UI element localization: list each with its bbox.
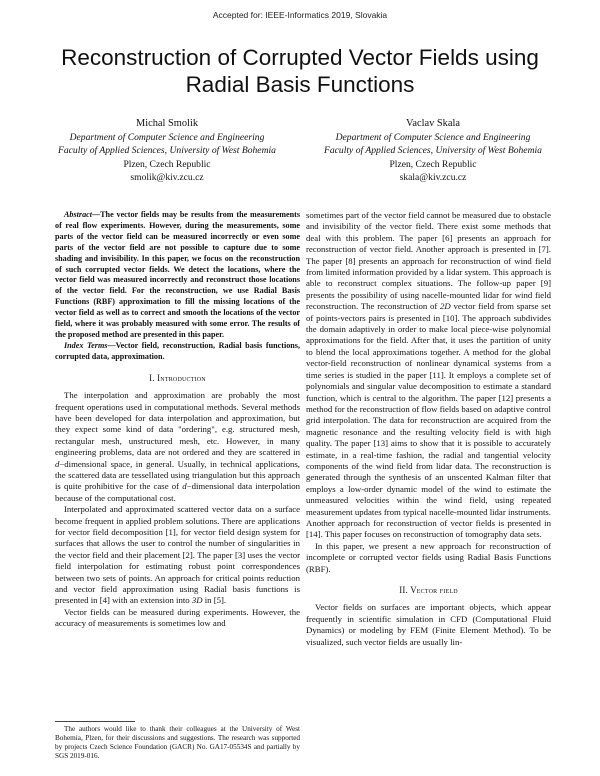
- intro-paragraph-2: Interpolated and approximated scattered vector data on a surface become frequent in applied problem solutions. There are applications for vector field decomposition [1], for vector field design system for surfaces that allows the user to control the number of singularities in the vector field and their placement [2]. The paper [3] uses the vector field interpolation for estimating robust point correspondences between two sets of points. An approach for critical points reduction and vector field approximation using Radial basis functions is presented in [4] with an extension into 3D in [5].: [55, 504, 300, 606]
- abstract-text: —The vector fields may be results from the measurements of real flow experiments. However, during the measurements, some parts of the vector field can be measured incorrectly or even some parts of the vector field are not possible to capture due to some shading and invisibility. In this paper, we focus on the reconstruction of such corrupted vector fields. We detect the locations, where the vector field was measured incorrectly and reconstruct those locations of the vector field. For the reconstruction, we use Radial Basis Functions (RBF) approximation to fill the missing locations of the vector field as well as to correct and smooth the locations of the vector field, where it was probably measured with some error. The results of the proposed method are presented in this paper.: [55, 210, 300, 339]
- right-column: [306, 210, 551, 648]
- paper-title: [40, 44, 560, 98]
- author-city: Plzen, Czech Republic: [123, 158, 211, 170]
- title-line-1: Reconstruction of Corrupted Vector Fields using: [61, 45, 539, 70]
- footnote: The authors would like to thank their colleagues at the University of West Bohemia, Plzen, for their discussions and suggestions. The research was supported by projects Czech Science Foundation (GACR) No. GA17-05534S and partially by SGS 2019-016.: [55, 725, 300, 760]
- footnote-rule: [55, 721, 135, 722]
- author-faculty: Faculty of Applied Sciences, University of West Bohemia: [58, 145, 276, 156]
- author-email[interactable]: smolik@kiv.zcu.cz: [130, 172, 204, 183]
- author-name: Vaclav Skala: [406, 118, 460, 129]
- abstract: [55, 210, 300, 341]
- intro-paragraph-3: Vector fields can be measured during experiments. However, the accuracy of measurements is sometimes low and: [55, 606, 300, 629]
- vector-field-paragraph-1: Vector fields on surfaces are important objects, which appear frequently in scientific simulation in CFD (Computational Fluid Dynamics) or modeling by FEM (Finite Element Method). To be visualized, such vector fields are usually lin-: [306, 602, 551, 647]
- author-block-1: [32, 117, 302, 185]
- author-block-2: [298, 117, 568, 185]
- title-line-2: Radial Basis Functions: [185, 72, 415, 97]
- abstract-lead: Abstract: [64, 210, 92, 219]
- author-faculty: Faculty of Applied Sciences, University of West Bohemia: [324, 145, 542, 156]
- index-terms-lead: Index Terms: [64, 340, 108, 350]
- author-name: Michal Smolik: [135, 118, 199, 129]
- intro-paragraph-4: In this paper, we present a new approach for reconstruction of incomplete or corrupted vector fields using Radial Basis Functions (RBF).: [306, 540, 551, 574]
- index-terms: [55, 341, 300, 363]
- author-city: Plzen, Czech Republic: [389, 158, 477, 170]
- section-heading-vector-field: II. Vector field: [399, 585, 458, 595]
- author-department: Department of Computer Science and Engineering: [69, 131, 265, 143]
- author-department: Department of Computer Science and Engineering: [335, 131, 531, 143]
- acceptance-header: Accepted for: IEEE-Informatics 2019, Slovakia: [212, 10, 388, 20]
- intro-paragraph-1: The interpolation and approximation are probably the most frequent operations used in computational methods. Several methods have been developed for data interpolation and approximation, but they expect some kind of data "ordering", e.g. structured mesh, rectangular mesh, unstructured mesh, etc. However, in many engineering problems, data are not ordered and they are scattered in d−dimensional space, in general. Usually, in technical applications, the scattered data are tessellated using triangulation but this approach is quite prohibitive for the case of d−dimensional data interpolation because of the computational cost.: [55, 390, 300, 503]
- index-terms-text: —Vector field, reconstruction, Radial basis functions, corrupted data, approximation.: [55, 340, 300, 361]
- left-column: [55, 210, 300, 630]
- intro-paragraph-continued: sometimes part of the vector field cannot be measured due to obstacle and invisibility of the vector field. There exist some methods that deal with this problem. The paper [6] presents an approach for reconstruction of vector field. Another approach is presented in [7]. The paper [8] presents an approach for reconstruction of wind field from limited information provided by a lidar system. This approach is able to reconstruct complex situations. The follow-up paper [9] presents the possibility of using nacelle-mounted lidar for wind field reconstruction. The reconstruction of 2D vector field from sparse set of points-vectors pairs is presented in [10]. The approach subdivides the domain adaptively in order to make local piece-wise polynomial approximations for the field. After that, it uses the partition of unity to blend the local approximations together. A method for the global vector-field reconstruction of nonlinear dynamical systems from a time series is studied in the paper [11]. It employs a complete set of polynomials and singular value decomposition to estimate a standard function, which is central to the algorithm. The paper [12] presents a method for the reconstruction of flow fields based on adaptive control grid interpolation. The data for reconstruction are acquired from the magnetic resonance and the resulting velocity field is with high quality. The paper [13] aims to show that it is possible to accurately estimate, in a real-time fashion, the radial and tangential velocity components of the wind field from lidar data. The reconstruction is generated through the synthesis of an unscented Kalman filter that employs a low-order dynamic model of the wind to estimate the unmeasured velocities within the wind field, using repeated measurement updates from typical nacelle-mounted lidar instruments. Another approach for reconstruction of vector fields is presented in [14]. This paper focuses on reconstruction of tomography data sets.: [306, 210, 552, 540]
- author-email[interactable]: skala@kiv.zcu.cz: [399, 172, 467, 183]
- section-heading-introduction: I. Introduction: [149, 372, 206, 383]
